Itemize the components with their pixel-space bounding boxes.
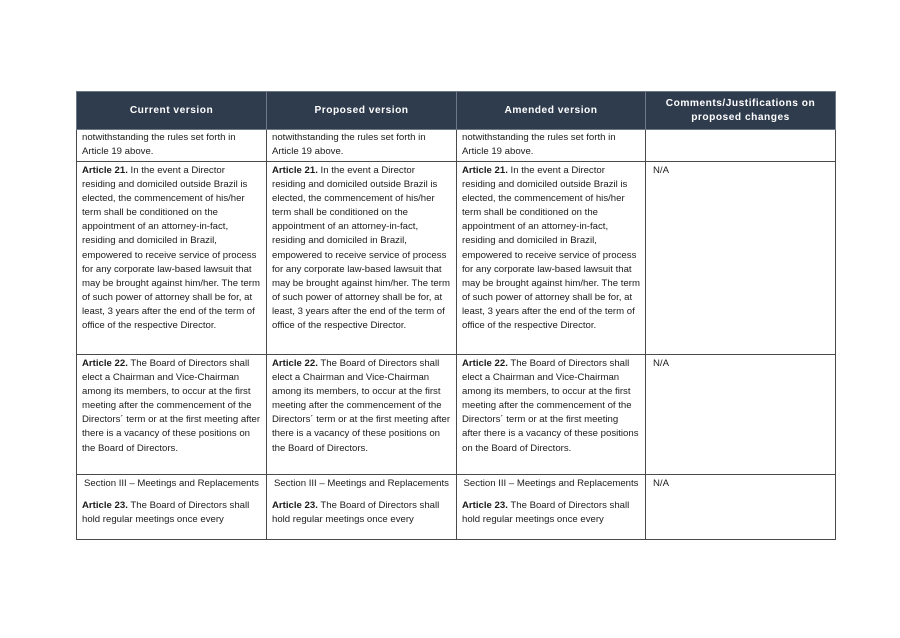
version-comparison-table bbox=[76, 91, 836, 540]
article-label: Article 22. bbox=[462, 358, 508, 369]
comment-text: N/A bbox=[653, 478, 669, 489]
continuation-text: notwithstanding the rules set forth in Article 19 above. bbox=[272, 132, 426, 158]
cell-proposed-version bbox=[267, 355, 457, 475]
article-label: Article 22. bbox=[272, 358, 318, 369]
article-label: Article 21. bbox=[82, 165, 128, 176]
article-text: The Board of Directors shall hold regular meetings once every bbox=[462, 500, 630, 526]
cell-proposed-version bbox=[267, 162, 457, 355]
cell-comment bbox=[646, 162, 836, 355]
header-proposed-version: Proposed version bbox=[267, 92, 457, 130]
cell-comment bbox=[646, 475, 836, 540]
section-heading: Section III – Meetings and Replacements bbox=[84, 478, 259, 489]
continuation-text: notwithstanding the rules set forth in Article 19 above. bbox=[82, 132, 236, 158]
cell-current-version bbox=[77, 130, 267, 162]
article-text: The Board of Directors shall elect a Chairman and Vice-Chairman among its members, to occur at the first meeting after the commencement of the Directors´ term or at the first meeting after there is a vacancy of these positions on the Board of Directors. bbox=[462, 358, 639, 454]
cell-amended-version bbox=[457, 355, 646, 475]
table-row bbox=[77, 130, 836, 162]
section-heading: Section III – Meetings and Replacements bbox=[274, 478, 449, 489]
cell-current-version bbox=[77, 162, 267, 355]
article-text: The Board of Directors shall hold regular meetings once every bbox=[272, 500, 440, 526]
header-amended-version: Amended version bbox=[457, 92, 646, 130]
comment-text: N/A bbox=[653, 165, 669, 176]
cell-amended-version bbox=[457, 475, 646, 540]
article-text: In the event a Director residing and domiciled outside Brazil is elected, the commencement of his/her term shall be conditioned on the appointment of an attorney-in-fact, residing and domiciled in Brazil, empowered to receive service of process for any corporate law-based lawsuit that may be brought against him/her. The term of such power of attorney shall be for, at least, 3 years after the end of the term of office of the respective Director. bbox=[462, 165, 640, 332]
cell-proposed-version bbox=[267, 475, 457, 540]
section-heading: Section III – Meetings and Replacements bbox=[463, 478, 639, 489]
comment-text: N/A bbox=[653, 358, 669, 369]
article-label: Article 21. bbox=[272, 165, 318, 176]
article-text: The Board of Directors shall hold regular meetings once every bbox=[82, 500, 250, 526]
article-label: Article 23. bbox=[82, 500, 128, 512]
article-text: The Board of Directors shall elect a Chairman and Vice-Chairman among its members, to occur at the first meeting after the commencement of the Directors´ term or at the first meeting after there is a vacancy of these positions on the Board of Directors. bbox=[272, 358, 451, 454]
cell-current-version bbox=[77, 475, 267, 540]
article-label: Article 23. bbox=[462, 500, 508, 512]
article-text: In the event a Director residing and domiciled outside Brazil is elected, the commencement of his/her term shall be conditioned on the appointment of an attorney-in-fact, residing and domiciled in Brazil, empowered to receive service of process for any corporate law-based lawsuit that may be brought against him/her. The term of such power of attorney shall be for, at least, 3 years after the end of the term of office of the respective Director. bbox=[272, 165, 450, 332]
header-current-version: Current version bbox=[77, 92, 267, 130]
table-row bbox=[77, 475, 836, 540]
header-comments-justifications: Comments/Justifications on proposed changes bbox=[646, 92, 836, 130]
cell-current-version bbox=[77, 355, 267, 475]
cell-amended-version bbox=[457, 162, 646, 355]
cell-amended-version bbox=[457, 130, 646, 162]
article-label: Article 21. bbox=[462, 165, 508, 176]
cell-proposed-version bbox=[267, 130, 457, 162]
article-text: The Board of Directors shall elect a Chairman and Vice-Chairman among its members, to occur at the first meeting after the commencement of the Directors´ term or at the first meeting after there is a vacancy of these positions on the Board of Directors. bbox=[82, 358, 261, 454]
table-row bbox=[77, 355, 836, 475]
table-header bbox=[77, 92, 836, 130]
cell-comment bbox=[646, 130, 836, 162]
article-label: Article 23. bbox=[272, 500, 318, 512]
continuation-text: notwithstanding the rules set forth in Article 19 above. bbox=[462, 132, 616, 158]
article-text: In the event a Director residing and domiciled outside Brazil is elected, the commencement of his/her term shall be conditioned on the appointment of an attorney-in-fact, residing and domiciled in Brazil, empowered to receive service of process for any corporate law-based lawsuit that may be brought against him/her. The term of such power of attorney shall be for, at least, 3 years after the end of the term of office of the respective Director. bbox=[82, 165, 260, 332]
article-label: Article 22. bbox=[82, 358, 128, 369]
table-row bbox=[77, 162, 836, 355]
cell-comment bbox=[646, 355, 836, 475]
